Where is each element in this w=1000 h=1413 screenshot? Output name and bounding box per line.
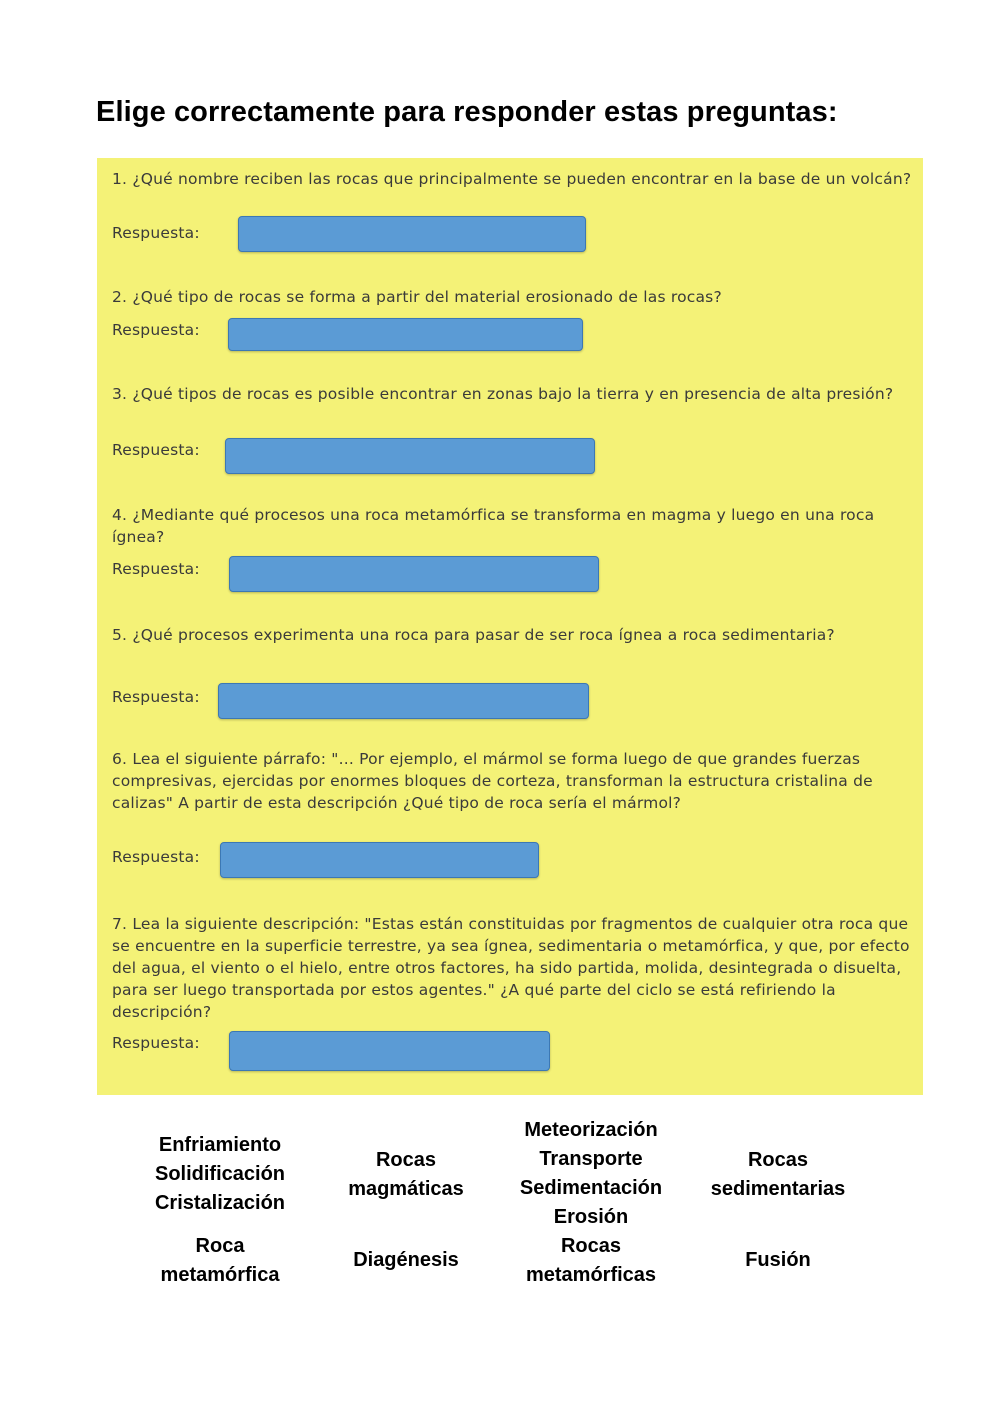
question-6: 6. Lea el siguiente párrafo: "... Por ejemplo, el mármol se forma luego de que grandes fuerzas compresivas, ejercidas por enormes bloques de corteza, transforman la estructura cristalina de calizas" A partir de esta descripción ¿Qué tipo de roca sería el mármol? [112,750,873,812]
answer-input-1[interactable] [238,216,586,252]
answer-input-7[interactable] [229,1031,550,1071]
word-bank-item: Enfriamiento Solidificación Cristalización [154,1134,286,1214]
page-title: Elige correctamente para responder estas preguntas: [96,96,838,128]
question-4: 4. ¿Mediante qué procesos una roca metamórfica se transforma en magma y luego en una roca ígnea? [112,506,875,546]
response-label-2: Respuesta: [112,321,200,339]
answer-input-5[interactable] [218,683,589,719]
answer-input-4[interactable] [229,556,599,592]
question-1: 1. ¿Qué nombre reciben las rocas que principalmente se pueden encontrar en la base de un volcán? [112,170,912,188]
response-label-7: Respuesta: [112,1034,200,1052]
answer-input-6[interactable] [220,842,539,878]
response-label-4: Respuesta: [112,560,200,578]
question-7: 7. Lea la siguiente descripción: "Estas están constituidas por fragmentos de cualquier otra roca que se encuentre en la superficie terrestre, ya sea ígnea, sedimentaria o metamórfica, y que, por efecto del agua, el viento o el hielo, entre otros factores, ha sido partida, molida, desintegrada o disuelta, para ser luego transportada por estos agentes." ¿A qué parte del ciclo se está refiriendo la descripción? [112,915,910,1021]
response-label-5: Respuesta: [112,688,200,706]
word-bank-item: Fusión [745,1249,811,1271]
questions-panel [97,158,923,1095]
answer-input-3[interactable] [225,438,595,474]
answer-input-2[interactable] [228,318,583,351]
question-3: 3. ¿Qué tipos de rocas es posible encontrar en zonas bajo la tierra y en presencia de alta presión? [112,385,894,403]
word-bank-item: Meteorización Transporte Sedimentación Erosión [519,1119,663,1228]
response-label-6: Respuesta: [112,848,200,866]
word-bank-item: Rocas metamórficas [525,1235,657,1286]
question-2: 2. ¿Qué tipo de rocas se forma a partir del material erosionado de las rocas? [112,288,722,306]
response-label-3: Respuesta: [112,441,200,459]
question-5: 5. ¿Qué procesos experimenta una roca para pasar de ser roca ígnea a roca sedimentaria? [112,626,835,644]
word-bank-item: Roca metamórfica [160,1235,280,1286]
word-bank-item: Rocas sedimentarias [710,1149,846,1200]
response-label-1: Respuesta: [112,224,200,242]
word-bank-item: Diagénesis [353,1249,459,1271]
word-bank-item: Rocas magmáticas [348,1149,464,1200]
